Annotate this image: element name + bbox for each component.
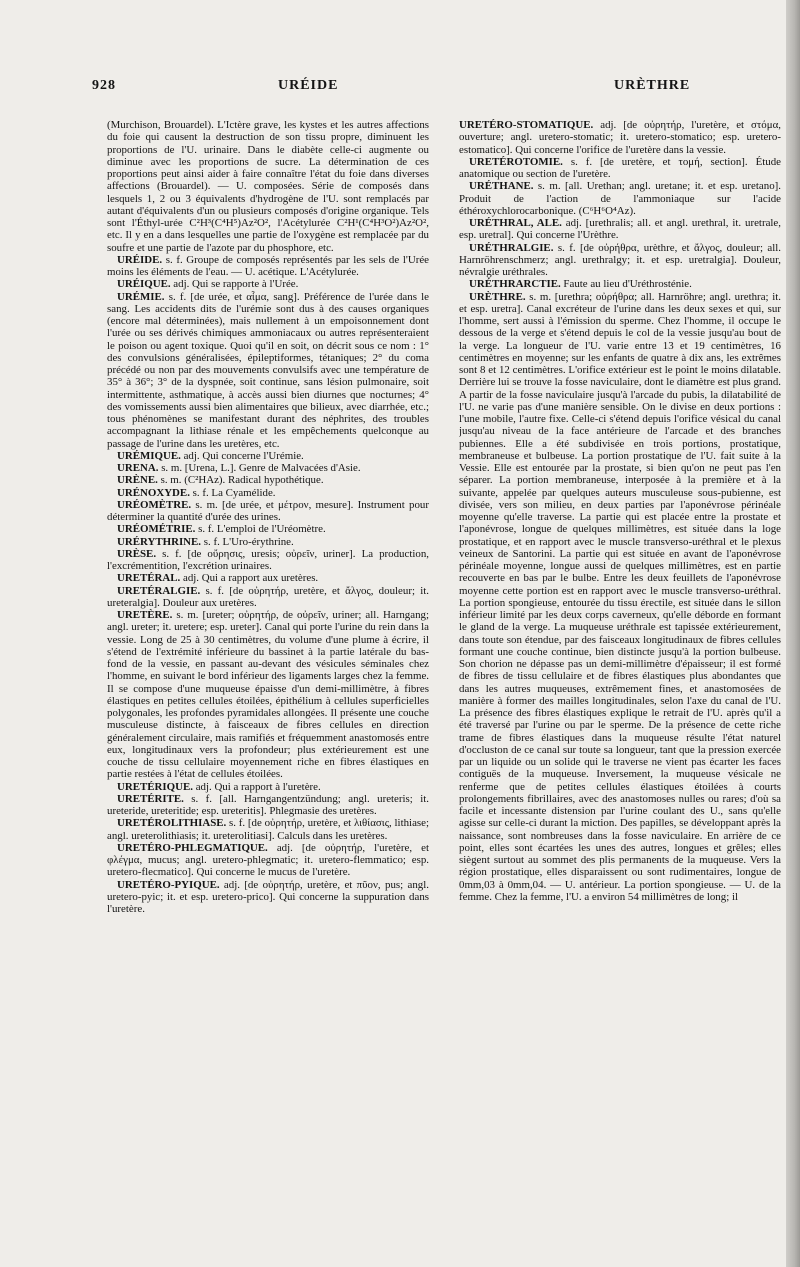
entry-headword: URÉMIE. xyxy=(117,290,165,303)
page-number: 928 xyxy=(92,78,116,93)
dictionary-entry xyxy=(107,536,429,548)
dictionary-entry xyxy=(107,793,429,818)
entry-headword: URÉIQUE. xyxy=(117,278,171,291)
entry-text: adj. Qui a rapport aux uretères. xyxy=(182,572,319,585)
entry-headword: URÈSE. xyxy=(117,547,157,560)
entry-text: s. f. [all. Harngangentzündung; angl. ureteris; it. ureteride, ureteritide; esp. ureteritis]. Phlegmasie des uretères. xyxy=(107,792,429,817)
entry-headword: URETÉRITE. xyxy=(117,792,184,805)
entry-text: adj. Qui a rapport à l'uretère. xyxy=(195,780,321,793)
dictionary-entry xyxy=(459,119,781,156)
entry-text: Faute au lieu d'Uréthrosténie. xyxy=(563,278,692,291)
entry-headword: URÉTHANE. xyxy=(469,180,534,193)
dictionary-entry xyxy=(107,585,429,610)
book-edge xyxy=(786,0,800,1267)
entry-headword: URÉTHRALGIE. xyxy=(469,241,554,254)
dictionary-entry xyxy=(107,474,429,486)
right-running-head: URÈTHRE xyxy=(614,78,691,93)
dictionary-entry xyxy=(107,119,429,254)
entry-headword: URENA. xyxy=(117,462,159,474)
entry-headword: URETÉRIQUE. xyxy=(117,780,193,793)
dictionary-entry xyxy=(107,499,429,524)
entry-headword: URETÈRE. xyxy=(117,609,173,621)
dictionary-entry xyxy=(107,254,429,279)
dictionary-entry xyxy=(107,548,429,573)
entry-headword: URÉTHRARCTIE. xyxy=(469,278,561,291)
entry-headword: URETÉRALGIE. xyxy=(117,584,201,597)
dictionary-entry xyxy=(107,817,429,842)
entry-text: adj. [de οὐρητήρ, uretère, et πῦον, pus; angl. uretero-pyic; it. et esp. uretero-prico]. Qui concerne la suppuration dans l'uretère. xyxy=(107,878,429,915)
entry-headword: URETÉROLITHIASE. xyxy=(117,817,227,830)
left-running-head: URÉIDE xyxy=(278,78,339,93)
entry-headword: URÈTHRE. xyxy=(469,290,526,303)
dictionary-entry xyxy=(459,242,781,279)
dictionary-entry xyxy=(107,609,429,781)
entry-text: s. m. (C²HAz). Radical hypothétique. xyxy=(160,474,324,487)
dictionary-entry xyxy=(107,572,429,584)
dictionary-entry xyxy=(107,842,429,879)
dictionary-entry xyxy=(107,278,429,290)
dictionary-entry xyxy=(107,781,429,793)
entry-text: adj. Qui se rapporte à l'Urée. xyxy=(173,278,299,291)
entry-headword: URETÉRO-PYIQUE. xyxy=(117,878,220,891)
entry-headword: URETÉROTOMIE. xyxy=(469,155,563,168)
entry-text: s. m. [de urée, et μέτρον, mesure]. Instrument pour déterminer la quantité d'urée des urines. xyxy=(107,498,429,523)
dictionary-entry xyxy=(107,450,429,462)
entry-text: s. m. [ureter; οὐρητήρ, de οὐρεῖν, uriner; all. Harngang; angl. ureter; it. uretere; esp. ureter]. Canal qui porte l'urine du rein dans la vessie. Long de 25 à 30 centimètres, du volume d'une plume à écrire, il s'étend de l'extrémité inférieure du bassinet à la partie latérale du bas-fond de la vessie, en passant au-devant des vésicules séminales chez l'homme, en suivant le bord inférieur des ligaments larges chez la femme. Il se compose d'une muqueuse épaisse d'un demi-millimètre, à fibres élastiques en petites cellules étoilées, épithélium à cellules superficielles polygonales, les profondes pyramidales allongées. Il présente une couche musculeuse distincte, à faisceaux de fibres cellules en direction généralement circulaire, mais ramifiés et fréquemment anastomosés entre eux, longitudinaux vers la profondeur; plus extérieurement est une couche de tissu cellulaire moyennement riche en fibres élastiques en partie restées à l'état de cellules étoilées. xyxy=(107,609,429,781)
entry-text: s. m. [Urena, L.]. Genre de Malvacées d'Asie. xyxy=(161,462,361,474)
dictionary-entry xyxy=(459,217,781,242)
dictionary-entry xyxy=(459,291,781,904)
dictionary-entry xyxy=(459,180,781,217)
entry-headword: URÉOMÉTRIE. xyxy=(117,523,196,536)
entry-text: adj. [de οὐρητήρ, l'uretère, et φλέγμα, mucus; angl. uretero-phlegmatic; it. uretero-flemmatico; esp. uretero-flecmatico]. Qui concerne le mucus de l'uretère. xyxy=(107,841,429,879)
entry-text: s. f. L'emploi de l'Uréomètre. xyxy=(198,523,326,536)
entry-headword: URÉNOXYDE. xyxy=(117,486,190,499)
dictionary-entry xyxy=(107,523,429,535)
entry-text: adj. Qui concerne l'Urémie. xyxy=(183,449,304,462)
entry-headword: URÉMIQUE. xyxy=(117,449,181,462)
entry-text: s. f. La Cyamélide. xyxy=(192,486,276,499)
dictionary-entry xyxy=(107,487,429,499)
entry-headword: URÈNE. xyxy=(117,474,158,487)
entry-headword: URETÉRO-STOMATIQUE. xyxy=(459,119,594,131)
entry-headword: URÉOMÈTRE. xyxy=(117,498,192,511)
entry-text: s. f. L'Uro-érythrine. xyxy=(203,535,294,548)
dictionary-entry xyxy=(107,879,429,916)
entry-text: s. f. Groupe de composés représentés par les sels de l'Urée moins les éléments de l'eau. — U. acétique. L'Acétylurée. xyxy=(107,253,429,278)
right-column xyxy=(459,119,781,1229)
entry-headword: URÉIDE. xyxy=(117,253,163,266)
entry-text: adj. [urethralis; all. et angl. urethral, it. uretrale, esp. uretral]. Qui concerne l'Urèthre. xyxy=(459,217,781,242)
dictionary-entry xyxy=(459,156,781,181)
entry-text: s. f. [de οὐρητήρ, uretère, et λιθίασις, lithiase; angl. ureterolithiasis; it. ureterolitiasi]. Calculs dans les uretères. xyxy=(107,817,429,842)
entry-headword: URÉTHRAL, ALE. xyxy=(469,217,562,229)
entry-text: s. m. [all. Urethan; angl. uretane; it. et esp. uretano]. Produit de l'action de l'ammoniaque sur l'acide éthéroxychlorocarbonique. (C⁶H⁶O⁴Az). xyxy=(459,180,781,217)
entry-text: s. f. [de οὐρητήρ, uretère, et ἄλγος, douleur; it. ureteralgia]. Douleur aux uretères. xyxy=(107,584,429,609)
dictionary-entry xyxy=(107,462,429,474)
left-column xyxy=(107,119,429,1229)
entry-text: s. f. [de οὐρήθρα, urèthre, et ἄλγος, douleur; all. Harnröhrenschmerz; angl. urethralgy; it. et esp. uretralgia]. Douleur, névralgie uréthrales. xyxy=(459,241,781,278)
dictionary-entry xyxy=(459,278,781,290)
entry-headword: URÉRYTHRINE. xyxy=(117,535,202,548)
entry-text: s. f. [de οὔρησις, uresis; οὐρεῖν, uriner]. La production, l'excrémentition, l'excrétion urinaires. xyxy=(107,547,429,572)
entry-text: adj. [de οὐρητήρ, l'uretère, et στόμα, ouverture; angl. uretero-stomatic; it. uretero-stomatico; esp. uretero-estomatico]. Qui concerne l'orifice de l'uretère dans la vessie. xyxy=(459,119,781,156)
dictionary-entry xyxy=(107,291,429,450)
entry-text: s. f. [de uretère, et τομή, section]. Étude anatomique ou section de l'uretère. xyxy=(459,155,781,180)
entry-text: s. m. [urethra; οὐρήθρα; all. Harnröhre; angl. urethra; it. et esp. uretra]. Canal excréteur de l'urine dans les deux sexes et qui, sur l'homme, sert aussi à l'émission du sperme. Chez l'homme, il occupe le dessous de la verge et s'étend depuis le col de la vessie jusqu'au bout de la verge. La longueur de l'U. varie entre 13 et 19 centimètres, 16 centimètres en moyenne; sur les enfants de quatre à dix ans, les extrêmes sont 8 et 12 centimètres. L'orifice extérieur est le point le moins dilatable. Derrière lui se trouve la fosse naviculaire, dont le diamètre est plus grand. A partir de la fosse naviculaire jusqu'à l'arcade du pubis, la dilatabilité de l'U. ne varie pas d'une manière sensible. On le divise en deux portions : l'une mobile, l'autre fixe. Celle-ci s'étend depuis l'orifice vésical du canal jusqu'au niveau de la face antérieure de l'arcade et des branches pubiennes. Elle a été subdivisée en trois portions, prostatique, membraneuse et bulbeuse. La portion prostatique de l'U. fait suite à la Vessie. Elle est entourée par la prostate, si bien qu'on ne peut pas l'en séparer. La portion membraneuse, interposée à la première et à la suivante, appelée par quelques auteurs musculeuse sous-pubienne, est divisée, vers son milieu, en deux parties par l'aponévrose périnéale moyenne qu'elle traverse. La partie qui est placée entre la prostate et l'aponévrose, longue de quelques millimètres, est située dans la loge prostatique, et en rapport avec le muscle transverso-uréthral et le plexus veineux de Santorini. La partie qui est située en avant de l'aponévrose périnéale moyenne, longue aussi de quelques millimètres, est en partie recouverte en bas par le bulbe. Entre les deux feuillets de l'aponévrose moyenne cette portion est en rapport avec le muscle transverso-uréthral. La portion spongieuse, entourée du tissu érectile, est située dans le sillon inférieur limité par les deux corps caverneux, qu'elle déborde en formant le gland de la verge. La muqueuse uréthrale est tapissée extérieurement, dans toute son étendue, par des faisceaux longitudinaux de fibres cellules formant une couche continue, bien distincte jusqu'à la portion bulbeuse. Son chorion ne dépasse pas un demi-millimètre d'épaisseur; il est formé de fibres de tissu cellulaire et de fibres élastiques plus abondantes que dans les autres muqueuses, extrêmement fines, et anastomosées de manière à former des mailles longitudinales, selon l'axe du canal de l'U. La présence des fibres élastiques explique le retrait de l'U. après qu'il a été traversé par l'urine ou par le sperme. De la présence de cette riche trame de fibres élastiques dans la muqueuse résulte l'état naturel d'occluston de ce canal sur toute sa longueur, tant que la pression exercée par un liquide ou un solide qui le traverse ne vient pas écarter les faces contiguës de la muqueuse. Inversement, la muqueuse vésicale ne renferme que de petites cellules élastiques étoilées à courts prolongements fibrillaires, avec des anastomoses nulles ou rares; d'où sa facile et incessante distension par l'urine coulant des U., sans qu'elle agisse sur celle-ci durant la miction. Des papilles, se développant après la naissance, sont nombreuses dans la fosse naviculaire. En arrière de ce point, elles sont écartées les unes des autres, longues et grêles; elles siègent surtout au sommet des plis permanents de la muqueuse. Vers la région prostatique, elles disparaissent ou sont rudimentaires, longue de 0mm,03 à 0mm,04. — U. antérieur. La portion spongieuse. — U. de la femme. Chez la femme, l'U. a environ 54 millimètres de long; il xyxy=(459,290,781,903)
entry-headword: URETÉRAL. xyxy=(117,572,181,585)
entry-headword: URETÉRO-PHLEGMATIQUE. xyxy=(117,841,268,854)
page-header xyxy=(92,78,764,96)
entry-text: (Murchison, Brouardel). L'Ictère grave, les kystes et les autres affections du foie qui causent la destruction de son tissu propre, diminuent les proportions de l'U. urinaire. Dans le diabète celle-ci augmente ou diminue avec les proportions de sucre. La détermination de ces proportions peut ainsi aider à faire connaître l'état du foie dans diverses affections (Brouardel). — U. composées. Série de composés dans lesquels 1, 2 ou 3 équivalents d'hydrogène de l'U. sont remplacés par autant d'équivalents d'un ou plusieurs composés d'origine organique. Tels sont l'Éthyl-urée C²H³(C⁴H⁵)Az²O², l'Acétylurée C²H¹(C⁴H³O²)Az²O², etc. Il y en a dans lesquelles une partie de l'oxygène est remplacée par du soufre et une partie de l'azote par du phosphore, etc. xyxy=(107,119,429,254)
entry-text: s. f. [de urée, et αἷμα, sang]. Préférence de l'urée dans le sang. Les accidents dits de l'urémie sont dus à des causes organiques (encore mal déterminées), mais nullement à un empoisonnement dont l'urée ou ses dérivés chimiques ammoniacaux ou autres représenteraient le poison ou agent toxique. Quoi qu'il en soit, on décrit sous ce nom : 1° des convulsions généralisées, épileptiformes, tétaniques; 2° du coma précédé ou non par des mouvements convulsifs avec une température de 35° à 36°; 3° de la dyspnée, soit continue, sans lésion pulmonaire, soit intermittente, asthmatique, à accès aussi bien diurnes que nocturnes; 4° des vomissements aussi bien alimentaires que bilieux, avec diarrhée, etc.; tous phénomènes se manifestant durant des néphrites, des troubles accompagnant la lithiase rénale et les empêchements quelconque au passage de l'urine dans les uretères, etc. xyxy=(107,290,429,450)
